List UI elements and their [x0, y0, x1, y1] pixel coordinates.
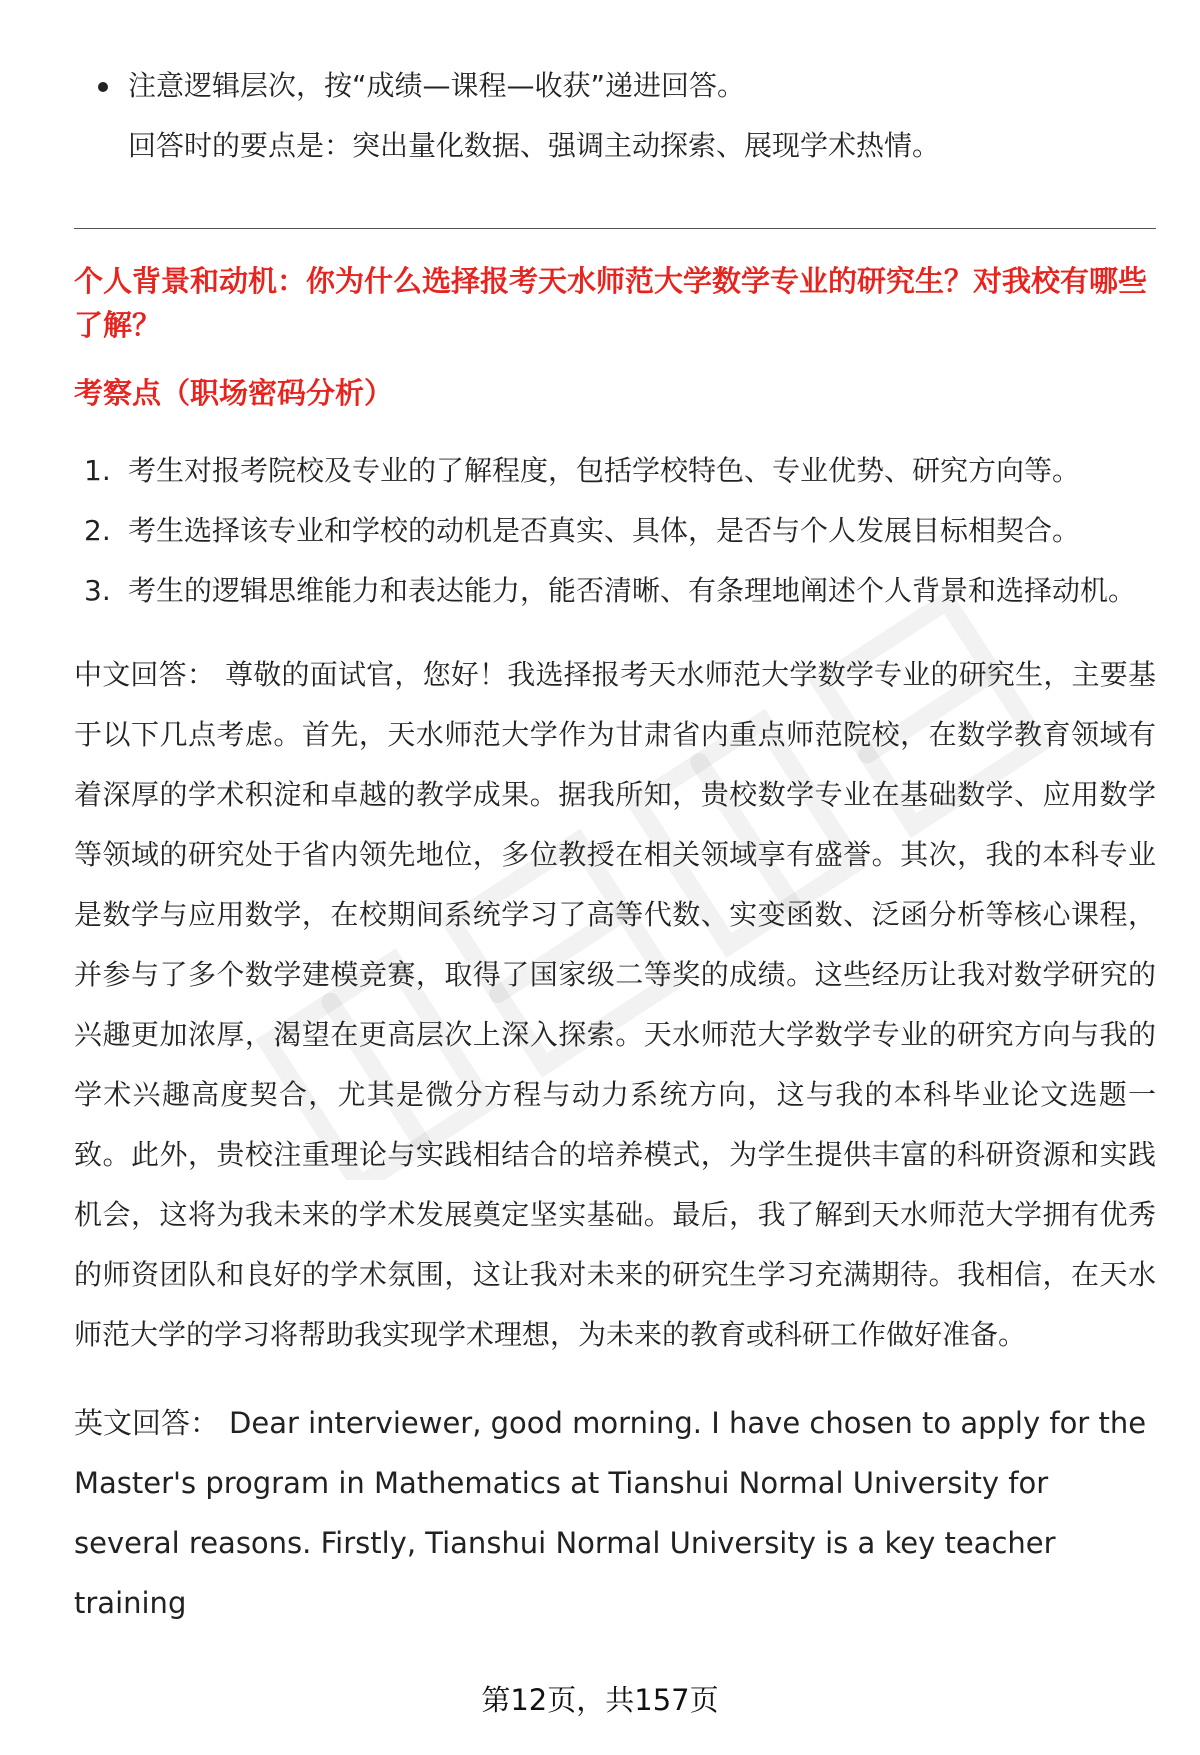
question-heading: 个人背景和动机：你为什么选择报考天水师范大学数学专业的研究生？对我校有哪些了解？ — [74, 264, 1148, 342]
answer-tips: 回答时的要点是：突出量化数据、强调主动探索、展现学术热情。 — [128, 129, 941, 162]
section-divider — [74, 228, 1156, 229]
bullet-dot-icon — [98, 82, 108, 92]
item-text: 考生的逻辑思维能力和表达能力，能否清晰、有条理地阐述个人背景和选择动机。 — [128, 574, 1137, 607]
item-text: 考生对报考院校及专业的了解程度，包括学校特色、专业优势、研究方向等。 — [128, 454, 1081, 487]
list-item — [74, 561, 1156, 621]
chinese-answer-text: 尊敬的面试官，您好！我选择报考天水师范大学数学专业的研究生，主要基于以下几点考虑。首先，天水师范大学作为甘肃省内重点师范院校，在数学教育领域有着深厚的学术积淀和卓越的教学成果。据我所知，贵校数学专业在基础数学、应用数学等领域的研究处于省内领先地位，多位教授在相关领域享有盛誉。其次，我的本科专业是数学与应用数学，在校期间系统学习了高等代数、实变函数、泛函分析等核心课程，并参与了多个数学建模竞赛，取得了国家级二等奖的成绩。这些经历让我对数学研究的兴趣更加浓厚，渴望在更高层次上深入探索。天水师范大学数学专业的研究方向与我的学术兴趣高度契合，尤其是微分方程与动力系统方向，这与我的本科毕业论文选题一致。此外，贵校注重理论与实践相结合的培养模式，为学生提供丰富的科研资源和实践机会，这将为我未来的学术发展奠定坚实基础。最后，我了解到天水师范大学拥有优秀的师资团队和良好的学术氛围，这让我对未来的研究生学习充满期待。我相信，在天水师范大学的学习将帮助我实现学术理想，为未来的教育或科研工作做好准备。 — [74, 658, 1156, 1351]
item-text: 考生选择该专业和学校的动机是否真实、具体，是否与个人发展目标相契合。 — [128, 514, 1081, 547]
list-item — [74, 501, 1156, 561]
bullet-item — [74, 56, 1156, 116]
english-answer — [74, 1393, 1156, 1633]
item-number: 3. — [84, 574, 111, 607]
english-answer-text: Dear interviewer, good morning. I have chosen to apply for the Master's program in Mathematics at Tianshui Normal University for several reasons. Firstly, Tianshui Normal University is a key teacher training — [74, 1406, 1147, 1620]
chinese-answer-label: 中文回答： — [74, 658, 216, 691]
page-number-footer: 第12页，共157页 — [481, 1683, 719, 1717]
chinese-answer — [74, 645, 1156, 1365]
assessment-points-heading: 考察点（职场密码分析） — [74, 376, 394, 410]
bullet-text: 注意逻辑层次，按“成绩—课程—收获”递进回答。 — [128, 69, 746, 102]
bullet-list — [74, 56, 1156, 116]
item-number: 2. — [84, 514, 111, 547]
page-content — [74, 56, 1156, 1633]
item-number: 1. — [84, 454, 111, 487]
english-answer-label: 英文回答： — [74, 1406, 220, 1440]
list-item — [74, 441, 1156, 501]
assessment-points-list — [74, 441, 1156, 621]
